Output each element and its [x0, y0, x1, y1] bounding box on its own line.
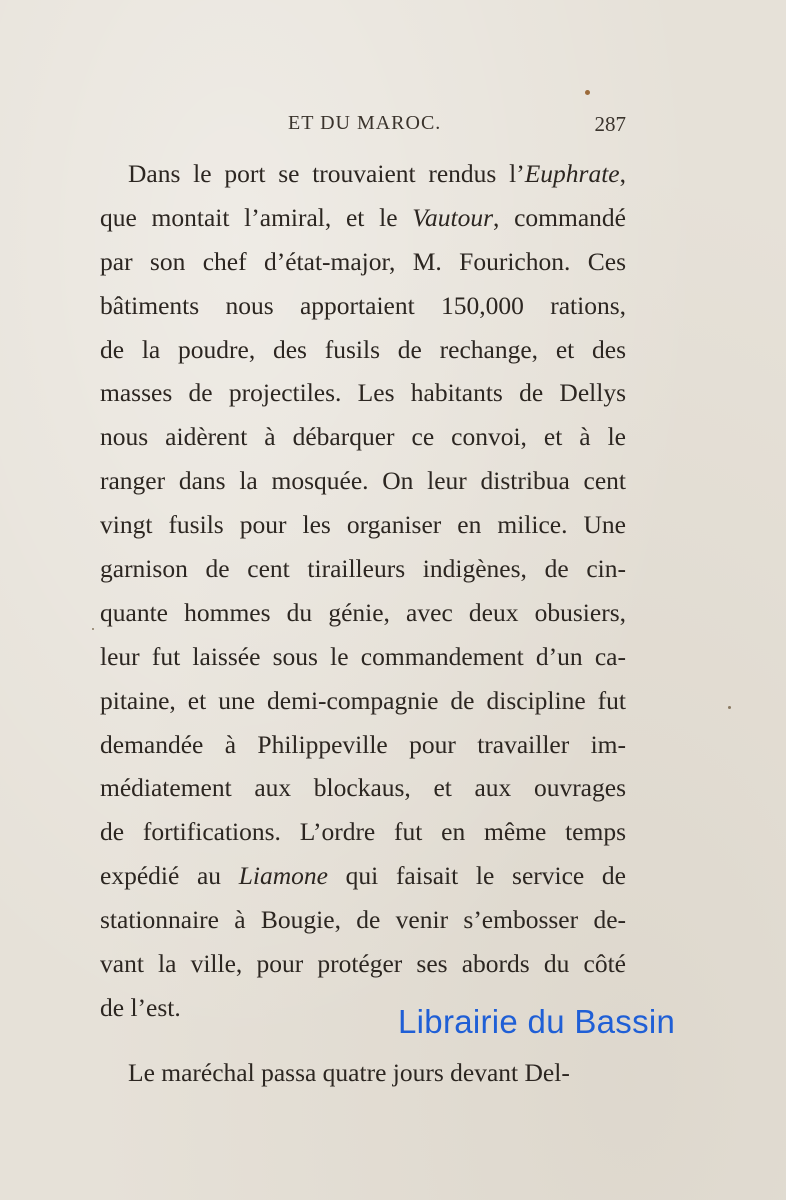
italic-ship-name: Vautour [412, 202, 494, 232]
text-run: vant la ville, pour protéger ses abords du côté [100, 949, 626, 979]
text-run: Dans le port se trouvaient rendus l’ [128, 159, 525, 188]
text-run: pitaine, et une demi-compagnie de discipline fut [100, 685, 626, 715]
text-run: expédié au [100, 861, 239, 891]
text-run: qui faisait le service de [327, 861, 626, 891]
text-run: par son chef d’état-major, M. Fourichon. Ces [100, 246, 626, 276]
text-run: de fortifications. L’ordre fut en même temps [100, 817, 626, 847]
text-line [100, 503, 626, 547]
italic-ship-name: Euphrate [524, 159, 620, 188]
text-line [100, 547, 626, 591]
page-number: 287 [594, 112, 626, 136]
paper-speck [92, 628, 94, 630]
text-run: , commandé [493, 202, 626, 232]
paragraph [100, 152, 626, 1030]
text-line [100, 591, 626, 635]
page-header [100, 112, 626, 140]
text-line [100, 196, 626, 240]
text-run: bâtiments nous apportaient 150,000 rations, [100, 290, 626, 320]
text-line [100, 459, 626, 503]
text-run: quante hommes du génie, avec deux obusiers, [100, 597, 626, 627]
text-run: vingt fusils pour les organiser en milice. Une [100, 510, 626, 540]
text-run: masses de projectiles. Les habitants de Dellys [100, 378, 626, 408]
text-run: leur fut laissée sous le commandement d’un ca- [100, 641, 626, 671]
paragraph [100, 1051, 626, 1095]
text-run: Le maréchal passa quatre jours devant Del- [128, 1057, 570, 1087]
text-line [100, 898, 626, 942]
text-run: de la poudre, des fusils de rechange, et des [100, 334, 626, 364]
text-line [100, 810, 626, 854]
text-line [100, 328, 626, 372]
body-text [100, 152, 626, 1095]
text-line [100, 284, 626, 328]
text-run: que montait l’amiral, et le [100, 202, 413, 232]
text-line [100, 766, 626, 810]
paper-speck [585, 90, 590, 95]
text-line [100, 1051, 626, 1095]
text-run: garnison de cent tirailleurs indigènes, de cin- [100, 554, 626, 584]
text-line [100, 679, 626, 723]
text-line [100, 723, 626, 767]
text-line [100, 635, 626, 679]
text-line [100, 415, 626, 459]
watermark-text: Librairie du Bassin [398, 1003, 676, 1040]
italic-ship-name: Liamone [238, 861, 328, 891]
text-run: demandée à Philippeville pour travailler im- [100, 729, 626, 759]
paper-speck [728, 706, 731, 709]
text-line [100, 371, 626, 415]
text-run: nous aidèrent à débarquer ce convoi, et à le [100, 422, 626, 452]
text-run: , [619, 159, 626, 188]
text-line [100, 240, 626, 284]
text-line [100, 854, 626, 898]
text-run: stationnaire à Bougie, de venir s’embosser de- [100, 905, 626, 935]
text-line [100, 942, 626, 986]
text-run: de l’est. [100, 992, 181, 1022]
text-run: médiatement aux blockaus, et aux ouvrages [100, 773, 626, 803]
text-run: ranger dans la mosquée. On leur distribua cent [100, 466, 626, 496]
running-head: ET DU MAROC. [288, 112, 442, 134]
text-line [100, 152, 626, 196]
